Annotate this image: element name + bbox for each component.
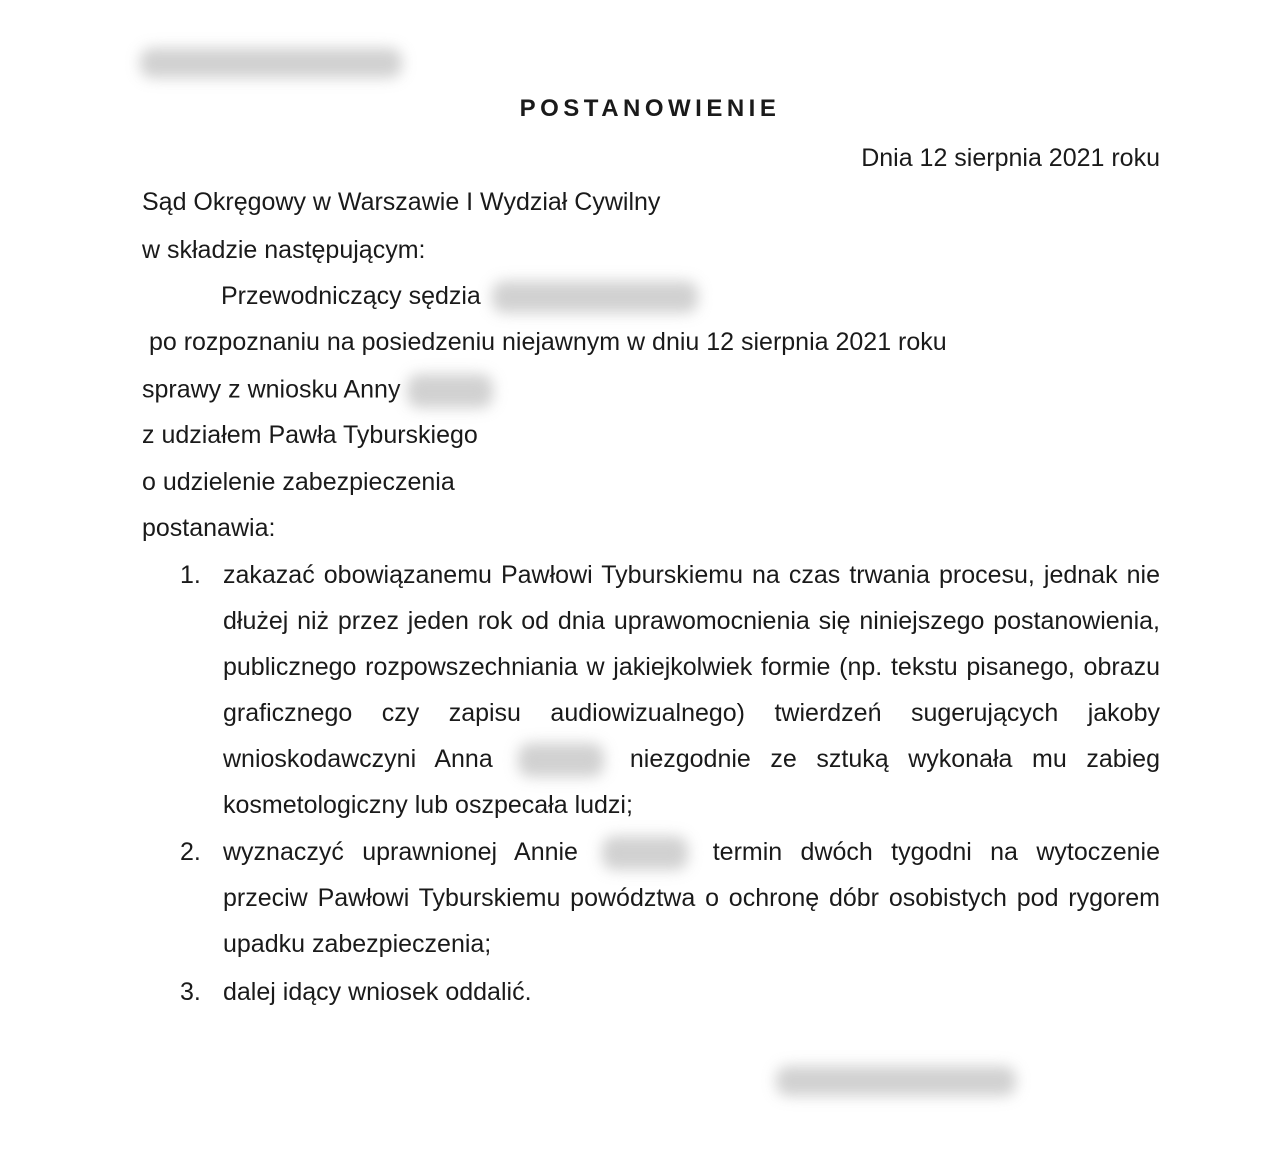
decides-line: postanawia: xyxy=(142,514,276,542)
ruling-item-3 xyxy=(180,969,1160,1015)
ruling-item-2 xyxy=(180,829,1160,967)
motion-line xyxy=(142,374,493,408)
ruling-item-number: 1. xyxy=(180,561,201,589)
ruling-item-text xyxy=(223,969,1160,1015)
court-name: Sąd Okręgowy w Warszawie I Wydział Cywilny xyxy=(142,188,661,216)
ruling-item-text-before: zakazać obowiązanemu Pawłowi Tyburskiemu na czas trwania procesu, jednak nie dłużej niż przez jeden rok od dnia uprawomocnienia się niniejszego postanowienia, publicznego rozpowszechniania w jakiejkolwiek formie (np. tekstu pisanego, obrazu graficznego czy zapisu audiowizualnego) twierdzeń sugerujących jakoby wnioskodawczyni Anna xyxy=(223,561,1160,773)
redacted-applicant-surname xyxy=(602,836,688,870)
participant-line: z udziałem Pawła Tyburskiego xyxy=(142,421,478,449)
ruling-item-text xyxy=(223,829,1160,967)
court-composition: w składzie następującym: xyxy=(142,236,426,264)
redacted-applicant-surname xyxy=(518,743,604,777)
ruling-item-text-before: wyznaczyć uprawnionej Annie xyxy=(223,838,578,866)
ruling-item-text-after: termin dwóch tygodni na wytoczenie przeciw Pawłowi Tyburskiemu powództwa o ochronę dóbr osobistych pod rygorem upadku zabezpieczenia; xyxy=(223,838,1160,958)
redacted-applicant-surname xyxy=(407,374,493,408)
ruling-item-number: 2. xyxy=(180,838,201,866)
document-title: POSTANOWIENIE xyxy=(519,95,781,122)
ruling-item-1 xyxy=(180,552,1160,828)
decision-date: Dnia 12 sierpnia 2021 roku xyxy=(861,144,1160,172)
motion-label: sprawy z wniosku Anny xyxy=(142,375,401,404)
ruling-item-number: 3. xyxy=(180,978,201,1006)
redacted-case-reference xyxy=(140,48,402,78)
ruling-item-text-before: dalej idący wniosek oddalić. xyxy=(223,978,532,1006)
redacted-judge-name xyxy=(492,281,698,313)
presiding-judge-line xyxy=(221,281,698,313)
session-line: po rozpoznaniu na posiedzeniu niejawnym w dniu 12 sierpnia 2021 roku xyxy=(142,328,947,356)
ruling-item-text xyxy=(223,552,1160,828)
redacted-signature xyxy=(776,1066,1016,1096)
subject-line: o udzielenie zabezpieczenia xyxy=(142,468,455,496)
presiding-judge-label: Przewodniczący sędzia xyxy=(221,282,481,310)
ruling-item-text-after: niezgodnie ze sztuką wykonała mu zabieg kosmetologiczny lub oszpecała ludzi; xyxy=(223,745,1160,819)
